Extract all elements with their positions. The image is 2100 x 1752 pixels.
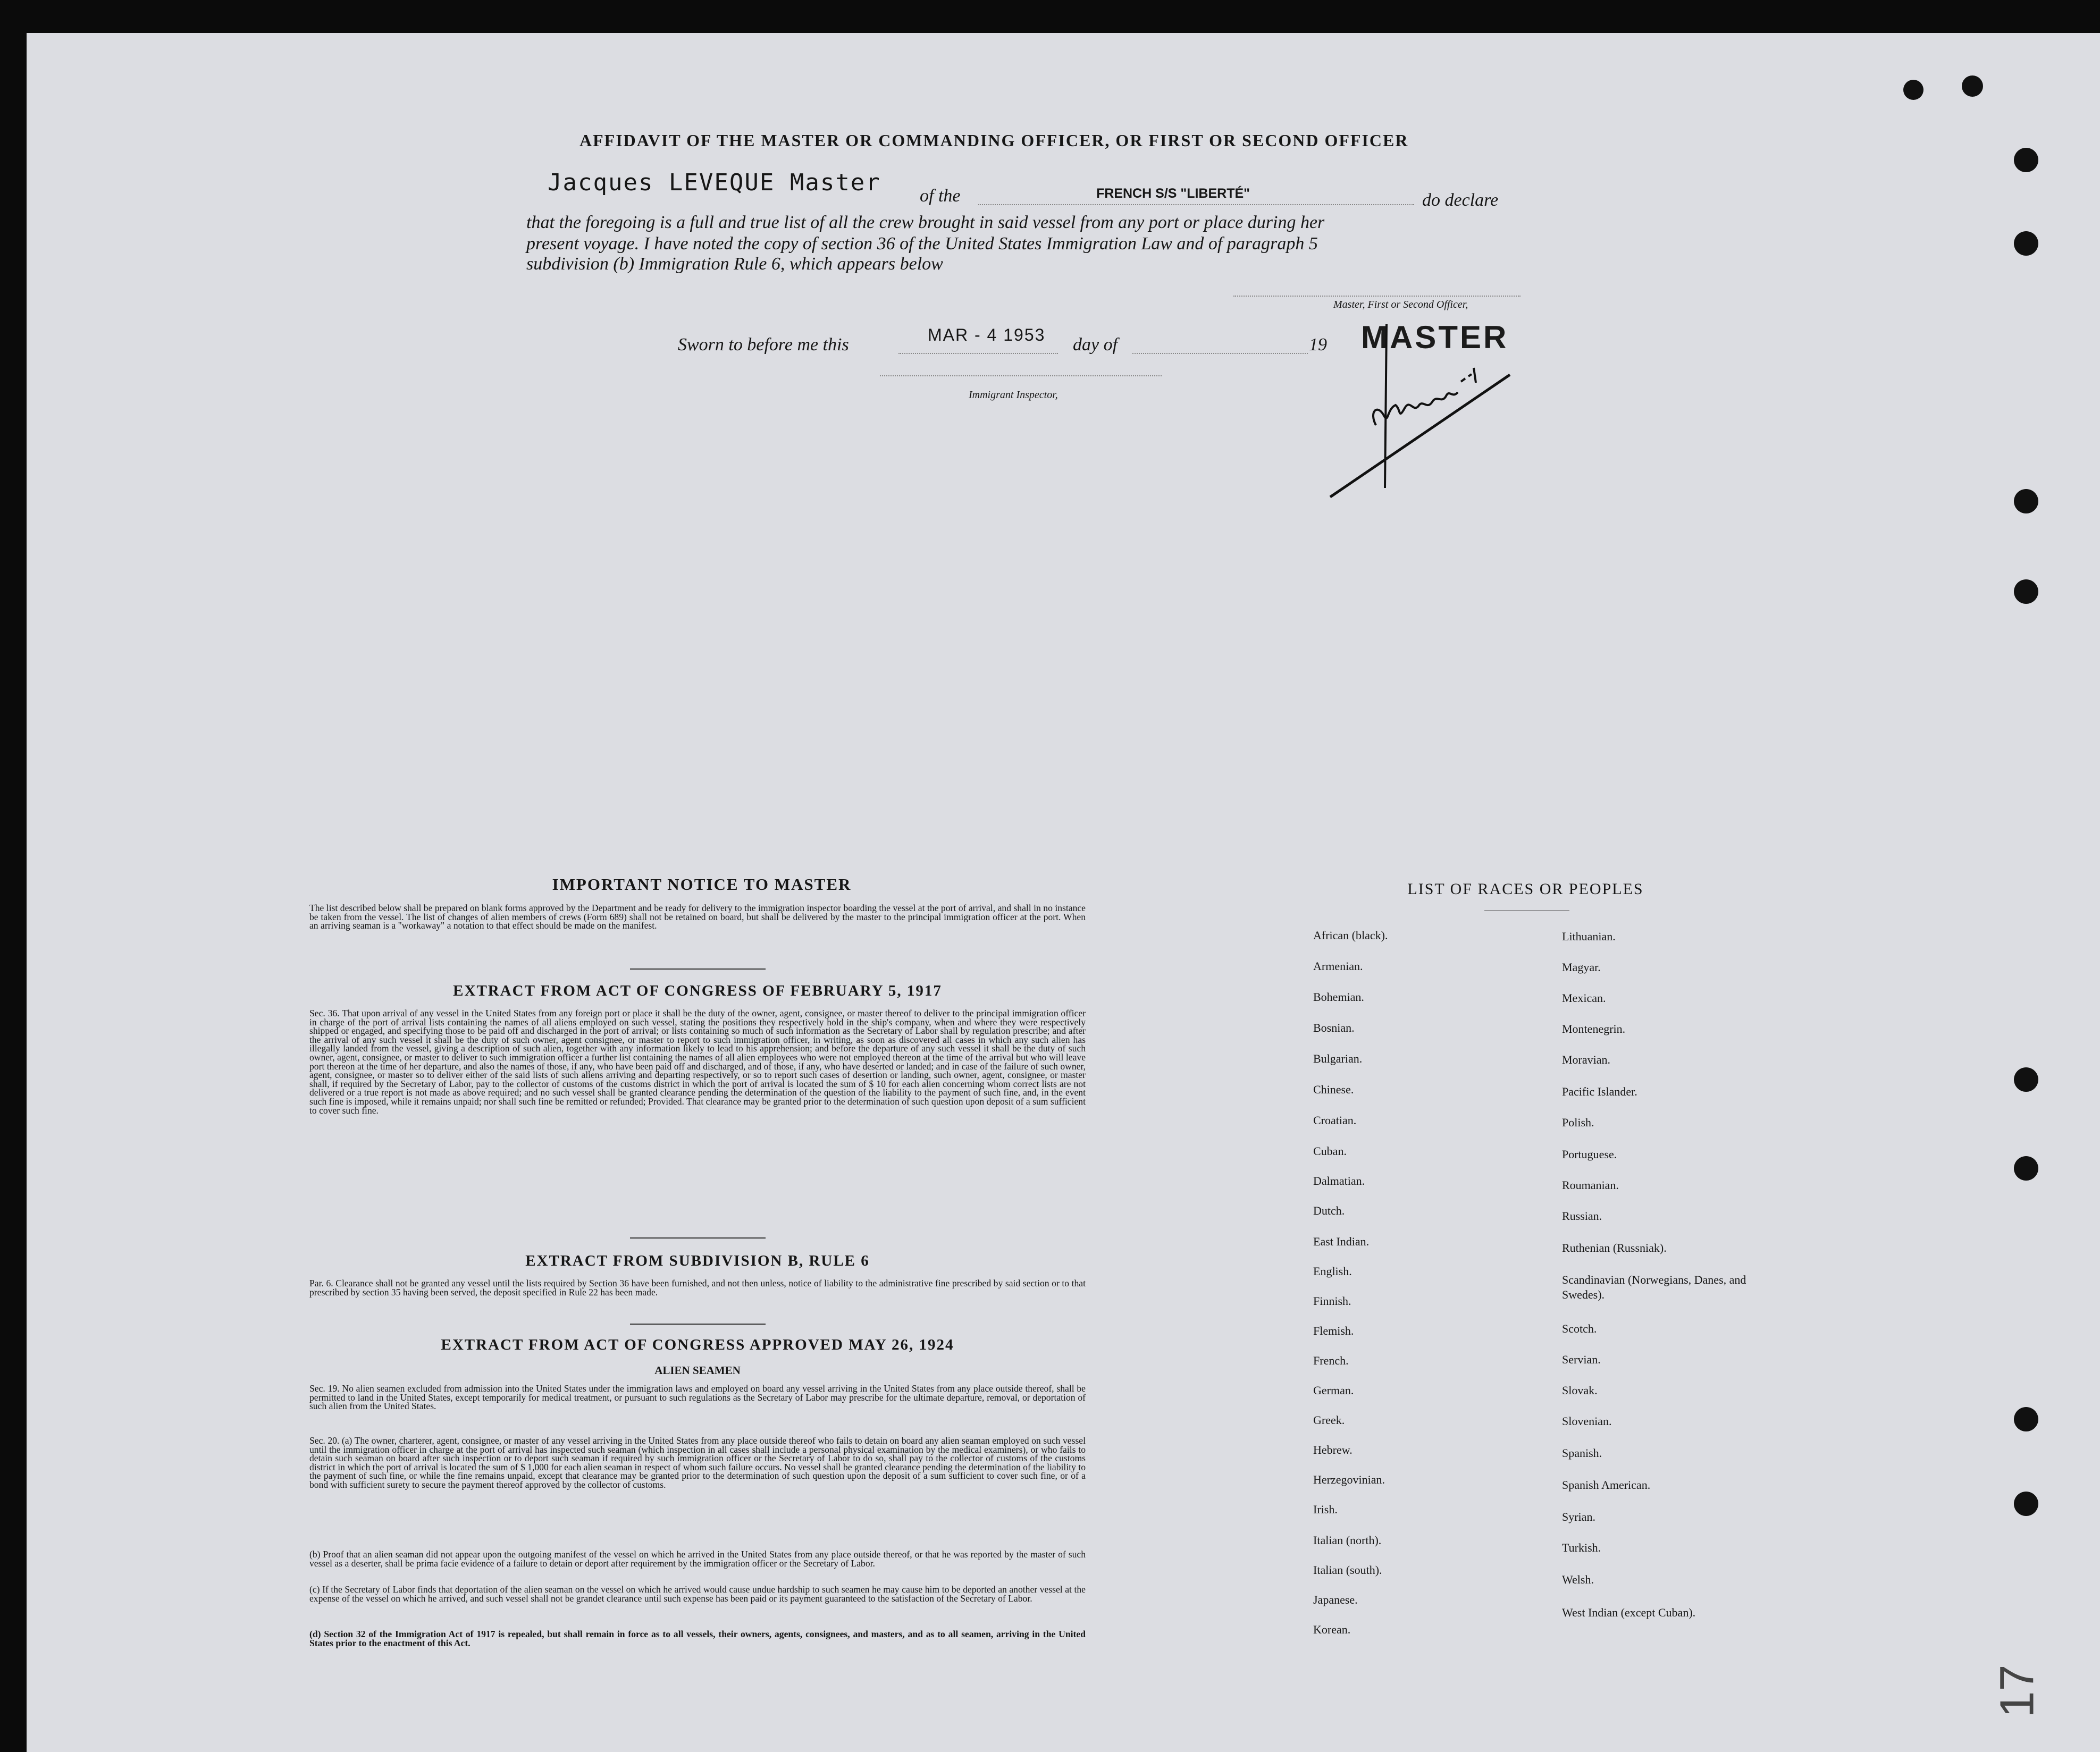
race-item: Ruthenian (Russniak).: [1562, 1241, 1667, 1254]
sworn-date-line: [898, 353, 1058, 354]
race-item: Herzegovinian.: [1313, 1473, 1385, 1486]
declaration-line-2: that the foregoing is a full and true list of all the crew brought in said vessel from any port or place during her: [526, 213, 1325, 232]
binder-hole: [1903, 80, 1923, 100]
races-title: LIST OF RACES OR PEOPLES: [1407, 880, 1644, 898]
binder-hole: [1962, 75, 1983, 97]
affidavit-title: AFFIDAVIT OF THE MASTER OR COMMANDING OFFICER, OR FIRST OR SECOND OFFICER: [579, 131, 1409, 150]
ship-name-stamp: FRENCH S/S "LIBERTÉ": [1096, 186, 1250, 201]
extract-1924-sec20a: Sec. 20. (a) The owner, charterer, agent, consignee, or master of any vessel arriving in the United States from any place outside thereof who fails to detain on board any alien seaman employed on such vessel until the immigration officer in charge at the port of arrival has inspected such seaman (which inspection in all cases shall include a personal physical examination by the medical examiners), or who fails to detain such seaman on board after such inspection or to deport such seaman if required by such immigration officer or the Secretary of Labor to do so, shall pay to the collector of customs of the customs district in which the port of arrival is located the sum of $ 1,000 for each alien seaman in respect of whom such failure occurs. No vessel shall be granted clearance pending the determination of the liability to the payment of such fine, or while the fine remains unpaid, except that clearance may be granted prior to the determination of such question upon the deposit of a sum sufficient to cover such fine, or of a bond with sufficient surety to secure the payment thereof approved by the collector of customs.: [309, 1435, 1086, 1490]
inspector-signature-line: [880, 375, 1162, 376]
race-item: Spanish American.: [1562, 1478, 1651, 1492]
declaration-line-4: subdivision (b) Immigration Rule 6, which appears below: [526, 254, 943, 274]
divider: [630, 968, 766, 970]
extract-rule6-text: Par. 6. Clearance shall not be granted any vessel until the lists required by Section 36 have been furnished, and not then unless, notice of liability to the administrative fine prescribed by said section or to that prescribed by section 35 having been served, the deposit specified in Rule 22 has been made.: [309, 1278, 1086, 1298]
sworn-label: Sworn to before me this: [678, 335, 849, 355]
race-item: Italian (north).: [1313, 1534, 1382, 1547]
race-item: Scotch.: [1562, 1322, 1597, 1335]
race-item: Bosnian.: [1313, 1021, 1355, 1034]
race-item: Servian.: [1562, 1353, 1601, 1366]
of-the-label: of the: [920, 186, 961, 206]
binder-hole: [2014, 489, 2038, 513]
race-item: German.: [1313, 1384, 1354, 1397]
race-item: Russian.: [1562, 1209, 1602, 1223]
race-item: East Indian.: [1313, 1235, 1370, 1248]
day-of-label: day of: [1073, 335, 1118, 355]
binder-hole: [2014, 148, 2038, 172]
race-item: Greek.: [1313, 1413, 1345, 1427]
do-declare-label: do declare: [1422, 190, 1499, 210]
officer-caption: Master, First or Second Officer,: [1333, 299, 1468, 310]
race-item: Croatian.: [1313, 1114, 1357, 1127]
alien-seamen-subtitle: ALIEN SEAMEN: [654, 1364, 741, 1377]
extract-1924-sec20c: (c) If the Secretary of Labor finds that deportation of the alien seaman on the vessel on which he arrived would cause undue hardship to such seamen he may cause him to be deported an another vessel at the expense of the vessel on which he arrived, and such vessel shall not be grandet clearance until such expense has been paid or its payment guaranteed to the satisfaction of the Secretary of Labor.: [309, 1584, 1086, 1604]
document-page: [27, 33, 2100, 1752]
extract-1917-text: Sec. 36. That upon arrival of any vessel in the United States from any foreign port or place it shall be the duty of the owner, agent, consignee, or master thereof to deliver to the principal immigration officer in charge of the port of arrival lists containing the names of all aliens employed on such vessel, stating the positions they respectively hold in the ship's company, when and where they were respectively shipped or engaged, and specifying those to be paid off and discharged in the port of arrival; or lists containing so much of such information as the Secretary of Labor shall by regulation prescribe; and after the arrival of any such vessel it shall be the duty of such owner, agent consignee, or master to report to such immigration officer, in writing, as soon as discovered all cases in which any such alien has illegally landed from the vessel, giving a description of such alien, together with any information likely to lead to his apprehension; and before the departure of any such vessel it shall be the duty of such owner, agent, consignee, or master to deliver to such immigration officer a further list containing the names of all alien employees who were not employed thereon at the time of the arrival but who will leave port thereon at the time of her departure, and also the names of those, if any, who have been paid off and discharged, and of those, if any, who have deserted or landed; and in case of the failure of such owner, agent, consignee, or master so to deliver either of the said lists of such aliens arriving and departing respectively, or so to report such cases of desertion or landing, such owner, agent, consignee, or master shall, if required by the Secretary of Labor, pay to the collector of customs of the customs district in which the port of arrival is located the sum of $ 10 for each alien concerning whom correct lists are not delivered or a true report is not made as above required; and no such vessel shall be granted clearance pending the determination of the question of the liability to the payment of such fine, and, in the event such fine is imposed, while it remains unpaid; nor shall such fine be remitted or refunded; Provided. That clearance may be granted prior to the determination of such question upon deposit of a sum sufficient to cover such fine.: [309, 1008, 1086, 1116]
race-item: Dalmatian.: [1313, 1174, 1365, 1187]
page-number: 17: [1990, 1664, 2044, 1718]
race-item: Armenian.: [1313, 959, 1363, 973]
race-item: Welsh.: [1562, 1573, 1594, 1586]
extract-rule6-title: EXTRACT FROM SUBDIVISION B, RULE 6: [525, 1252, 870, 1269]
race-item: Japanese.: [1313, 1593, 1358, 1606]
race-item: Magyar.: [1562, 961, 1601, 974]
race-item: English.: [1313, 1265, 1352, 1278]
race-item: Portuguese.: [1562, 1148, 1617, 1161]
race-item: Bohemian.: [1313, 990, 1364, 1004]
year-prefix: 19: [1309, 335, 1327, 355]
master-stamp: MASTER: [1361, 319, 1509, 355]
master-name-handwritten: Jacques LEVEQUE Master: [548, 169, 881, 196]
race-item: Mexican.: [1562, 991, 1606, 1005]
inspector-caption: Immigrant Inspector,: [969, 389, 1058, 401]
race-item: Roumanian.: [1562, 1178, 1619, 1192]
race-item: French.: [1313, 1354, 1349, 1367]
race-item: Dutch.: [1313, 1204, 1345, 1217]
race-item: African (black).: [1313, 929, 1388, 942]
race-item: Moravian.: [1562, 1053, 1611, 1066]
race-item: Scandinavian (Norwegians, Danes, and Swedes).: [1562, 1273, 1746, 1301]
binder-hole: [2014, 1067, 2038, 1092]
binder-hole: [2014, 1407, 2038, 1431]
divider: [630, 1237, 766, 1239]
extract-1917-title: EXTRACT FROM ACT OF CONGRESS OF FEBRUARY 5, 1917: [453, 982, 942, 999]
race-item: Hebrew.: [1313, 1443, 1353, 1456]
race-item: Polish.: [1562, 1116, 1594, 1129]
race-item: Turkish.: [1562, 1541, 1601, 1554]
divider: [630, 1324, 766, 1325]
race-item: Irish.: [1313, 1503, 1338, 1516]
race-item: Slovenian.: [1562, 1414, 1612, 1428]
race-item: Italian (south).: [1313, 1563, 1382, 1577]
race-item: West Indian (except Cuban).: [1562, 1606, 1696, 1619]
race-item: Flemish.: [1313, 1324, 1354, 1337]
master-signature: [1318, 319, 1521, 510]
race-item: Montenegrin.: [1562, 1022, 1626, 1035]
binder-hole: [2014, 1492, 2038, 1516]
officer-signature-line: [1233, 296, 1521, 297]
extract-1924-sec20b: (b) Proof that an alien seaman did not appear upon the outgoing manifest of the vessel on which he arrived in the United States from any place outside thereof, or that he was reported by the master of such vessel as a deserter, shall be prima facie evidence of a failure to detain or deport after requirement by the immigration officer or the Secretary of Labor.: [309, 1549, 1086, 1569]
binder-hole: [2014, 1156, 2038, 1181]
race-item: Spanish.: [1562, 1446, 1602, 1460]
race-item: Cuban.: [1313, 1144, 1347, 1158]
notice-title: IMPORTANT NOTICE TO MASTER: [552, 875, 852, 894]
declaration-line-3: present voyage. I have noted the copy of section 36 of the United States Immigration Law and of paragraph 5: [526, 234, 1318, 254]
race-item: Finnish.: [1313, 1294, 1351, 1308]
race-item: Pacific Islander.: [1562, 1085, 1637, 1098]
ship-name-line: [978, 204, 1414, 205]
binder-hole: [2014, 231, 2038, 256]
race-item: Syrian.: [1562, 1510, 1595, 1523]
binder-hole: [2014, 579, 2038, 604]
month-line: [1132, 353, 1308, 354]
extract-1924-sec20d: (d) Section 32 of the Immigration Act of 1917 is repealed, but shall remain in force as to all vessels, their owners, agents, consignees, and masters, and as to all seamen, arriving in the United States prior to the enactment of this Act.: [309, 1629, 1086, 1648]
extract-1924-sec19: Sec. 19. No alien seamen excluded from admission into the United States under the immigration laws and employed on board any vessel arriving in the United States from any place outside thereof, shall be permitted to land in the United States, except temporarily for medical treatment, or pursuant to such regulations as the Secretary of Labor may prescribe for the ultimate departure, removal, or deportation of such alien from the United States.: [309, 1383, 1086, 1412]
race-item: Bulgarian.: [1313, 1052, 1363, 1065]
notice-text: The list described below shall be prepared on blank forms approved by the Department and be ready for delivery to the immigration inspector boarding the vessel at the port of arrival, and shall in no instance be taken from the vessel. The list of changes of alien members of crews (Form 689) shall not be retained on board, but shall be delivered by the master to the principal immigration officer at the port. When an arriving seaman is a "workaway" a notation to that effect should be made on the manifest.: [309, 903, 1086, 931]
race-item: Chinese.: [1313, 1083, 1354, 1096]
extract-1924-title: EXTRACT FROM ACT OF CONGRESS APPROVED MAY 26, 1924: [441, 1336, 954, 1353]
race-item: Korean.: [1313, 1623, 1351, 1636]
race-item: Lithuanian.: [1562, 930, 1616, 943]
date-stamp: MAR - 4 1953: [928, 325, 1046, 344]
race-item: Slovak.: [1562, 1384, 1598, 1397]
